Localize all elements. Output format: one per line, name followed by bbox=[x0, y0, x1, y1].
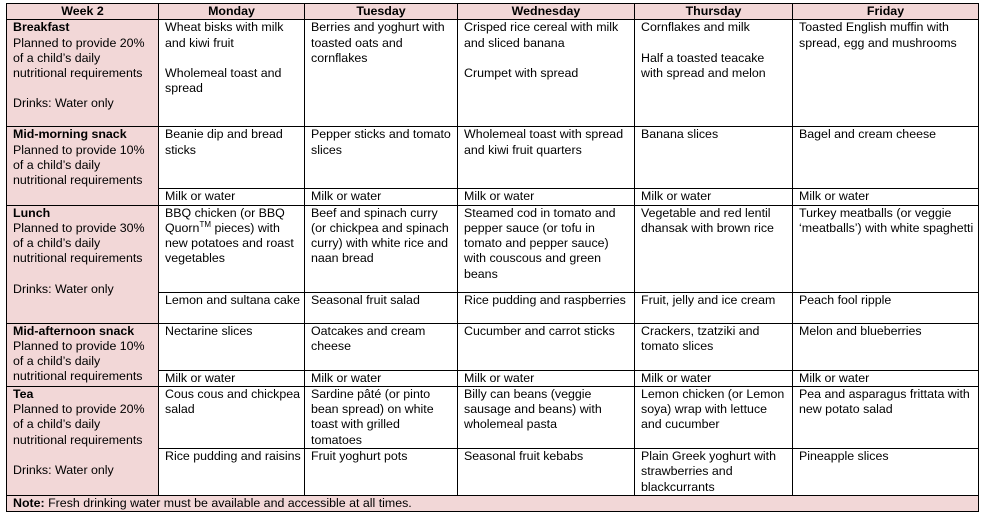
tea-desc: Planned to provide 20% of a child’s daily nutritional requirements bbox=[13, 402, 145, 447]
midmorning-thursday: Banana slices bbox=[635, 127, 793, 189]
weekly-menu-table bbox=[6, 3, 979, 512]
breakfast-title: Breakfast bbox=[13, 20, 70, 35]
tea-tuesday: Sardine pâté (or pinto bean spread) on white toast with grilled tomatoes bbox=[305, 386, 458, 448]
midafternoon-thursday: Crackers, tzatziki and tomato slices bbox=[635, 323, 793, 370]
lunch-desc: Planned to provide 30% of a child’s daily nutritional requirements bbox=[13, 220, 145, 266]
breakfast-thursday-item-1: Cornflakes and milk bbox=[641, 20, 750, 35]
lunch-dessert-monday: Lemon and sultana cake bbox=[159, 292, 305, 323]
midafternoon-row bbox=[7, 323, 979, 370]
tea-dessert-monday: Rice pudding and raisins bbox=[159, 449, 305, 496]
midmorning-drink-thursday: Milk or water bbox=[635, 189, 793, 205]
tea-friday: Pea and asparagus frittata with new potato salad bbox=[793, 386, 979, 448]
tea-dessert-wednesday: Seasonal fruit kebabs bbox=[458, 449, 635, 496]
lunch-thursday: Vegetable and red lentil dhansak with brown rice bbox=[635, 205, 793, 292]
midmorning-title: Mid-morning snack bbox=[13, 127, 127, 142]
note-label: Note: bbox=[13, 496, 45, 511]
tea-dessert-friday: Pineapple slices bbox=[793, 449, 979, 496]
lunch-monday-text-a: BBQ chicken (or BBQ Quorn bbox=[165, 205, 285, 235]
breakfast-desc: Planned to provide 20% of a child’s daily nutritional requirements bbox=[13, 35, 145, 81]
midafternoon-monday: Nectarine slices bbox=[159, 323, 305, 370]
midafternoon-drink-monday: Milk or water bbox=[159, 370, 305, 386]
header-row bbox=[7, 4, 979, 20]
breakfast-label bbox=[7, 20, 159, 127]
header-friday: Friday bbox=[793, 4, 979, 20]
midmorning-drink-wednesday: Milk or water bbox=[458, 189, 635, 205]
midmorning-drink-friday: Milk or water bbox=[793, 189, 979, 205]
lunch-dessert-wednesday: Rice pudding and raspberries bbox=[458, 292, 635, 323]
header-week: Week 2 bbox=[7, 4, 159, 20]
midmorning-drink-monday: Milk or water bbox=[159, 189, 305, 205]
breakfast-thursday-item-2: Half a toasted teacake with spread and melon bbox=[641, 50, 766, 80]
breakfast-monday-item-2: Wholemeal toast and spread bbox=[165, 65, 282, 96]
midafternoon-drink-thursday: Milk or water bbox=[635, 370, 793, 386]
tea-title: Tea bbox=[13, 386, 34, 401]
breakfast-row bbox=[7, 20, 979, 127]
header-wednesday: Wednesday bbox=[458, 4, 635, 20]
tea-monday: Cous cous and chickpea salad bbox=[159, 386, 305, 448]
tea-dessert-thursday: Plain Greek yoghurt with strawberries and blackcurrants bbox=[635, 449, 793, 496]
breakfast-monday bbox=[159, 20, 305, 127]
midmorning-desc: Planned to provide 10% of a child’s daily nutritional requirements bbox=[13, 142, 145, 188]
lunch-drinks: Drinks: Water only bbox=[13, 281, 114, 296]
midafternoon-friday: Melon and blueberries bbox=[793, 323, 979, 370]
midmorning-label bbox=[7, 127, 159, 205]
header-thursday: Thursday bbox=[635, 4, 793, 20]
breakfast-tuesday: Berries and yoghurt with toasted oats and cornflakes bbox=[305, 20, 458, 127]
midafternoon-drink-wednesday: Milk or water bbox=[458, 370, 635, 386]
breakfast-monday-item-1: Wheat bisks with milk and kiwi fruit bbox=[165, 20, 284, 50]
tea-drinks: Drinks: Water only bbox=[13, 463, 114, 478]
note-cell bbox=[7, 496, 979, 512]
breakfast-drinks: Drinks: Water only bbox=[13, 96, 114, 111]
lunch-dessert-thursday: Fruit, jelly and ice cream bbox=[635, 292, 793, 323]
trademark-mark: TM bbox=[199, 219, 211, 229]
tea-wednesday: Billy can beans (veggie sausage and beans) with wholemeal pasta bbox=[458, 386, 635, 448]
tea-thursday: Lemon chicken (or Lemon soya) wrap with lettuce and cucumber bbox=[635, 386, 793, 448]
tea-row bbox=[7, 386, 979, 448]
lunch-dessert-tuesday: Seasonal fruit salad bbox=[305, 292, 458, 323]
midafternoon-drink-tuesday: Milk or water bbox=[305, 370, 458, 386]
note-row bbox=[7, 496, 979, 512]
lunch-tuesday: Beef and spinach curry (or chickpea and spinach curry) with white rice and naan bread bbox=[305, 205, 458, 292]
lunch-wednesday: Steamed cod in tomato and pepper sauce (or tofu in tomato and pepper sauce) with couscous and green beans bbox=[458, 205, 635, 292]
note-text: Fresh drinking water must be available and accessible at all times. bbox=[44, 496, 412, 511]
lunch-label bbox=[7, 205, 159, 323]
midafternoon-title: Mid-afternoon snack bbox=[13, 323, 135, 338]
midafternoon-desc: Planned to provide 10% of a child’s daily nutritional requirements bbox=[13, 338, 145, 384]
midmorning-monday: Beanie dip and bread sticks bbox=[159, 127, 305, 189]
midafternoon-tuesday: Oatcakes and cream cheese bbox=[305, 323, 458, 370]
breakfast-thursday bbox=[635, 20, 793, 127]
lunch-monday-text-b: pieces) with new potatoes and roast vegetables bbox=[165, 220, 294, 266]
header-tuesday: Tuesday bbox=[305, 4, 458, 20]
breakfast-wednesday bbox=[458, 20, 635, 127]
lunch-row bbox=[7, 205, 979, 292]
lunch-friday: Turkey meatballs (or veggie ‘meatballs’) with white spaghetti bbox=[793, 205, 979, 292]
midmorning-friday: Bagel and cream cheese bbox=[793, 127, 979, 189]
header-monday: Monday bbox=[159, 4, 305, 20]
midafternoon-drink-friday: Milk or water bbox=[793, 370, 979, 386]
tea-label bbox=[7, 386, 159, 495]
midmorning-row bbox=[7, 127, 979, 189]
midafternoon-wednesday: Cucumber and carrot sticks bbox=[458, 323, 635, 370]
breakfast-friday: Toasted English muffin with spread, egg and mushrooms bbox=[793, 20, 979, 127]
breakfast-wednesday-item-1: Crisped rice cereal with milk and sliced banana bbox=[464, 20, 619, 50]
breakfast-wednesday-item-2: Crumpet with spread bbox=[464, 65, 579, 80]
tea-dessert-tuesday: Fruit yoghurt pots bbox=[305, 449, 458, 496]
midmorning-tuesday: Pepper sticks and tomato slices bbox=[305, 127, 458, 189]
lunch-title: Lunch bbox=[13, 205, 51, 220]
lunch-monday bbox=[159, 205, 305, 292]
midmorning-wednesday: Wholemeal toast with spread and kiwi fruit quarters bbox=[458, 127, 635, 189]
midafternoon-label bbox=[7, 323, 159, 386]
lunch-dessert-friday: Peach fool ripple bbox=[793, 292, 979, 323]
midmorning-drink-tuesday: Milk or water bbox=[305, 189, 458, 205]
